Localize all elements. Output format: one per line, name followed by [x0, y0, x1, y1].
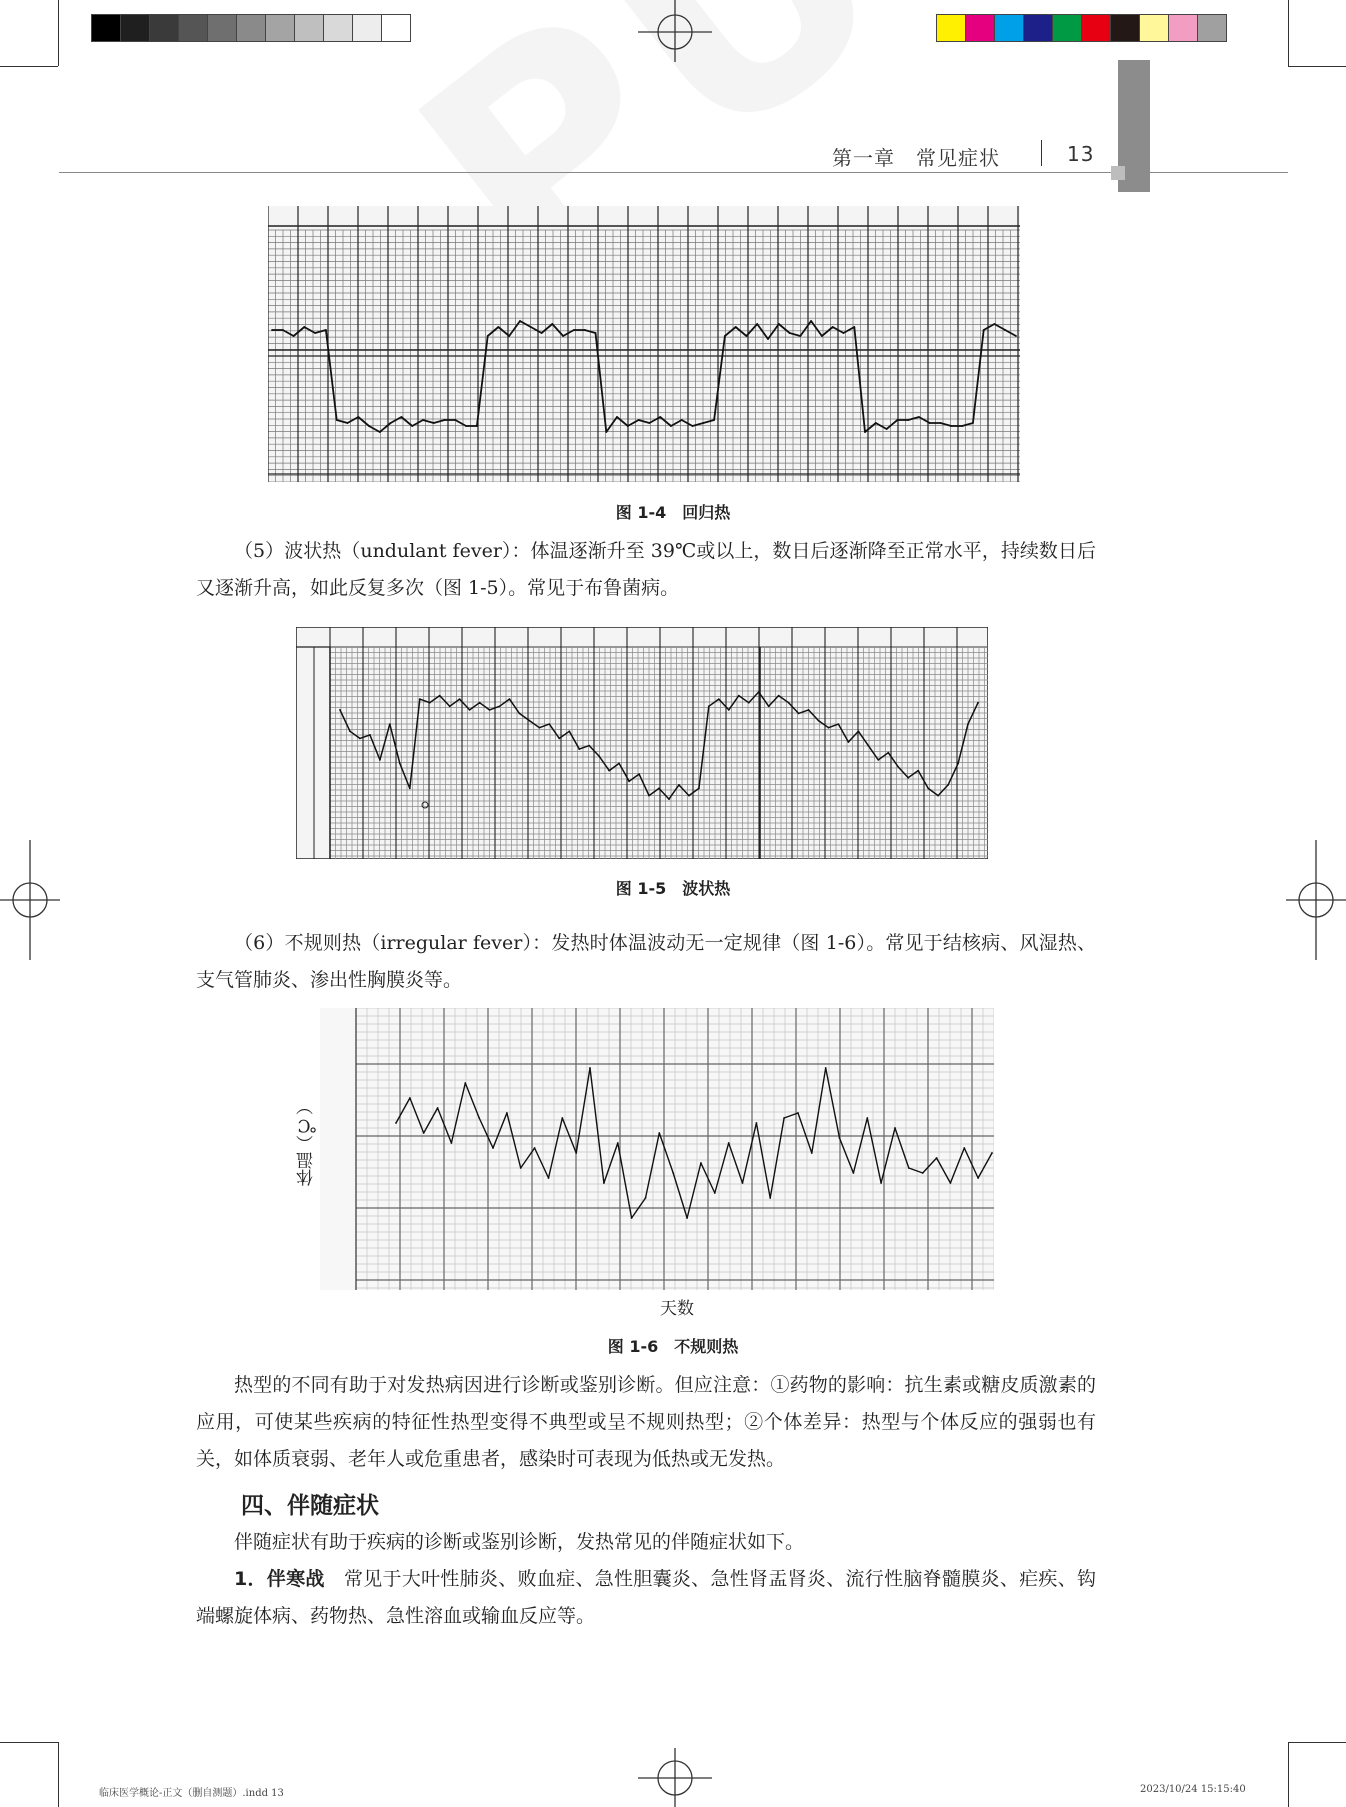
data-point — [886, 428, 888, 430]
data-point — [950, 1182, 952, 1184]
data-point — [866, 1117, 868, 1119]
gray-swatch — [91, 14, 121, 42]
data-point — [399, 763, 401, 765]
color-swatch — [965, 14, 995, 42]
data-point — [887, 752, 889, 754]
data-point — [808, 709, 810, 711]
data-point — [994, 323, 996, 325]
data-point — [972, 422, 974, 424]
data-point — [598, 755, 600, 757]
data-point — [409, 1097, 411, 1099]
registration-mark-bottom — [620, 1740, 730, 1807]
data-point — [498, 326, 500, 328]
registration-mark-left — [0, 840, 62, 960]
data-point — [530, 326, 532, 328]
paragraph-undulant-fever: （5）波状热（undulant fever）：体温逐渐升至 39℃或以上，数日后逐渐降至正常水平，持续数日后又逐渐升高，如此反复多次（图 1-5）。常见于布鲁菌病。 — [196, 540, 1096, 599]
data-point — [838, 723, 840, 725]
data-point — [718, 698, 720, 700]
data-point — [529, 720, 531, 722]
data-point — [419, 698, 421, 700]
data-point — [918, 416, 920, 418]
data-point — [379, 759, 381, 761]
data-point — [708, 705, 710, 707]
data-point — [520, 1167, 522, 1169]
data-point — [1015, 335, 1017, 337]
data-point — [692, 425, 694, 427]
data-point — [478, 1117, 480, 1119]
data-point — [558, 738, 560, 740]
list-item-chills-label: 1．伴寒战 — [234, 1568, 325, 1590]
data-point — [444, 419, 446, 421]
data-point — [937, 795, 939, 797]
data-point — [479, 702, 481, 704]
data-point — [359, 738, 361, 740]
gray-swatch — [265, 14, 295, 42]
data-point — [839, 1137, 841, 1139]
data-point — [658, 788, 660, 790]
data-point — [465, 425, 467, 427]
data-point — [967, 723, 969, 725]
data-point — [961, 425, 963, 427]
footer-filename: 临床医学概论-正文（删自测题）.indd 13 — [99, 1788, 284, 1799]
data-point — [825, 1067, 827, 1069]
data-point — [519, 320, 521, 322]
data-point — [638, 773, 640, 775]
data-point — [423, 1132, 425, 1134]
data-point — [768, 705, 770, 707]
data-point — [848, 741, 850, 743]
data-point — [401, 416, 403, 418]
color-swatch — [1168, 14, 1198, 42]
data-point — [568, 730, 570, 732]
data-point — [864, 431, 866, 433]
data-point — [618, 763, 620, 765]
data-point — [617, 1142, 619, 1144]
data-point — [977, 1177, 979, 1179]
data-point — [282, 329, 284, 331]
data-point — [853, 1172, 855, 1174]
data-point — [459, 698, 461, 700]
figure-1-6-chart — [320, 1008, 994, 1290]
data-point — [688, 795, 690, 797]
data-point — [828, 727, 830, 729]
data-point — [469, 709, 471, 711]
data-point — [628, 780, 630, 782]
data-point — [492, 1147, 494, 1149]
data-point — [963, 1147, 965, 1149]
data-point — [422, 419, 424, 421]
data-point — [758, 691, 760, 693]
data-point — [390, 422, 392, 424]
data-point — [756, 1122, 758, 1124]
figure-1-4-chart — [268, 206, 1020, 482]
data-point — [487, 335, 489, 337]
gray-swatch — [236, 14, 266, 42]
data-point — [798, 713, 800, 715]
color-swatch — [1110, 14, 1140, 42]
paragraph-fever-type-note: 热型的不同有助于对发热病因进行诊断或鉴别诊断。但应注意：①药物的影响：抗生素或糖皮质激素的应用，可使某些疾病的特征性热型变得不典型或呈不规则热型；②个体差异：热型与个体反应的强弱也有关，如体质衰弱、老年人或危重患者，感染时可表现为低热或无发热。 — [196, 1374, 1096, 1470]
figure-1-4-caption: 图 1-4 回归热 — [615, 503, 731, 522]
data-point — [293, 335, 295, 337]
data-point — [714, 1192, 716, 1194]
data-point — [589, 1067, 591, 1069]
data-point — [605, 431, 607, 433]
data-point — [832, 326, 834, 328]
registration-mark-right — [1284, 840, 1346, 960]
data-point — [314, 332, 316, 334]
color-swatch — [1052, 14, 1082, 42]
gray-swatch — [294, 14, 324, 42]
data-point — [936, 1157, 938, 1159]
data-point — [433, 422, 435, 424]
data-point — [702, 422, 704, 424]
data-point — [608, 770, 610, 772]
data-point — [548, 1177, 550, 1179]
data-point — [742, 1182, 744, 1184]
data-point — [578, 748, 580, 750]
footer-timestamp: 2023/10/24 15:15:40 — [1140, 1784, 1246, 1795]
data-point — [506, 1112, 508, 1114]
data-point — [686, 1217, 688, 1219]
data-point — [541, 332, 543, 334]
data-point — [551, 323, 553, 325]
chart-background — [296, 627, 988, 859]
data-point — [748, 702, 750, 704]
data-point — [357, 416, 359, 418]
data-point — [476, 425, 478, 427]
data-point — [325, 329, 327, 331]
data-point — [957, 763, 959, 765]
data-point — [858, 730, 860, 732]
header-separator — [1041, 140, 1042, 166]
color-swatch — [994, 14, 1024, 42]
data-point — [588, 745, 590, 747]
data-point — [797, 1112, 799, 1114]
data-point — [489, 709, 491, 711]
data-point — [877, 759, 879, 761]
header-rule — [59, 172, 1288, 173]
data-point — [700, 1162, 702, 1164]
data-point — [303, 326, 305, 328]
data-point — [713, 419, 715, 421]
data-point — [369, 734, 371, 736]
list-item-chills-text: 常见于大叶性肺炎、败血症、急性胆囊炎、急性肾盂肾炎、流行性脑脊髓膜炎、疟疾、钩端螺旋体病、药物热、急性溶血或输血反应等。 — [196, 1568, 1096, 1627]
data-point — [454, 419, 456, 421]
data-point — [922, 1172, 924, 1174]
paragraph-accompanying-symptoms: 伴随症状有助于疾病的诊断或鉴别诊断，发热常见的伴随症状如下。 — [234, 1531, 805, 1553]
figure-1-5-caption: 图 1-5 波状热 — [615, 879, 731, 898]
data-point — [907, 777, 909, 779]
data-point — [843, 332, 845, 334]
data-point — [853, 326, 855, 328]
data-point — [584, 329, 586, 331]
data-point — [508, 335, 510, 337]
data-point — [339, 709, 341, 711]
data-point — [897, 766, 899, 768]
color-swatch — [1081, 14, 1111, 42]
data-point — [908, 1167, 910, 1169]
data-point — [983, 329, 985, 331]
data-point — [349, 730, 351, 732]
data-point — [627, 425, 629, 427]
data-point — [437, 1107, 439, 1109]
data-point — [616, 416, 618, 418]
data-point — [658, 1132, 660, 1134]
data-point — [562, 335, 564, 337]
figure-1-6-ylabel: 体温（℃） — [297, 1098, 317, 1186]
figure-1-6-caption: 图 1-6 不规则热 — [607, 1337, 739, 1356]
data-point — [788, 702, 790, 704]
data-point — [389, 723, 391, 725]
data-point — [603, 1182, 605, 1184]
data-point — [668, 798, 670, 800]
section-heading: 四、伴随症状 — [241, 1493, 379, 1519]
data-point — [395, 1122, 397, 1124]
list-item-chills — [196, 1561, 1096, 1635]
data-point — [561, 1117, 563, 1119]
color-swatch — [1197, 14, 1227, 42]
data-point — [670, 425, 672, 427]
data-point — [336, 419, 338, 421]
data-point — [464, 1082, 466, 1084]
data-point — [439, 695, 441, 697]
data-point — [645, 1197, 647, 1199]
gray-swatch — [178, 14, 208, 42]
data-point — [631, 1217, 633, 1219]
data-point — [917, 770, 919, 772]
data-point — [672, 1172, 674, 1174]
data-point — [950, 425, 952, 427]
data-point — [548, 723, 550, 725]
running-header: 第一章 常见症状 — [832, 146, 1000, 170]
data-point — [728, 1142, 730, 1144]
data-point — [638, 419, 640, 421]
data-point — [534, 1147, 536, 1149]
data-point — [929, 422, 931, 424]
data-point — [778, 323, 780, 325]
data-point — [698, 788, 700, 790]
data-point — [821, 335, 823, 337]
figure-1-5-chart — [296, 627, 988, 859]
data-point — [947, 784, 949, 786]
gray-swatch — [323, 14, 353, 42]
data-point — [519, 713, 521, 715]
paragraph-irregular-fever: （6）不规则热（irregular fever）：发热时体温波动无一定规律（图 1-6）。常见于结核病、风湿热、支气管肺炎、渗出性胸膜炎等。 — [196, 932, 1096, 991]
data-point — [681, 419, 683, 421]
data-point — [1004, 329, 1006, 331]
data-point — [724, 335, 726, 337]
color-swatch — [1023, 14, 1053, 42]
data-point — [991, 1152, 993, 1154]
data-point — [769, 1197, 771, 1199]
data-point — [451, 1142, 453, 1144]
data-point — [411, 425, 413, 427]
data-point — [648, 795, 650, 797]
gray-swatch — [149, 14, 179, 42]
data-point — [539, 727, 541, 729]
data-point — [875, 422, 877, 424]
data-point — [573, 329, 575, 331]
gray-swatch — [352, 14, 382, 42]
data-point — [347, 422, 349, 424]
gray-swatch — [207, 14, 237, 42]
data-point — [595, 332, 597, 334]
data-point — [509, 698, 511, 700]
data-point — [977, 702, 979, 704]
data-point — [897, 419, 899, 421]
data-point — [728, 709, 730, 711]
data-point — [409, 788, 411, 790]
data-point — [379, 431, 381, 433]
data-point — [368, 425, 370, 427]
data-point — [811, 1152, 813, 1154]
data-point — [789, 332, 791, 334]
data-point — [649, 422, 651, 424]
data-point — [778, 695, 780, 697]
color-swatch — [1139, 14, 1169, 42]
chapter-tab-notch — [1111, 166, 1125, 180]
data-point — [449, 705, 451, 707]
data-point — [940, 422, 942, 424]
figure-1-6-xlabel: 天数 — [660, 1299, 694, 1319]
data-point — [499, 705, 501, 707]
data-point — [756, 323, 758, 325]
color-swatch — [936, 14, 966, 42]
registration-mark-top — [620, 0, 730, 70]
data-point — [735, 326, 737, 328]
data-point — [575, 1152, 577, 1154]
gray-swatch — [120, 14, 150, 42]
gray-swatch — [381, 14, 411, 42]
data-point — [894, 1127, 896, 1129]
data-point — [659, 416, 661, 418]
data-point — [746, 335, 748, 337]
data-point — [678, 784, 680, 786]
data-point — [429, 702, 431, 704]
data-point — [799, 335, 801, 337]
data-point — [927, 788, 929, 790]
data-point — [271, 329, 273, 331]
data-point — [880, 1182, 882, 1184]
data-point — [810, 320, 812, 322]
data-point — [767, 338, 769, 340]
data-point — [867, 745, 869, 747]
data-point — [738, 695, 740, 697]
page-number: 13 — [1067, 142, 1095, 166]
data-point — [907, 419, 909, 421]
data-point — [818, 720, 820, 722]
data-point — [783, 1117, 785, 1119]
